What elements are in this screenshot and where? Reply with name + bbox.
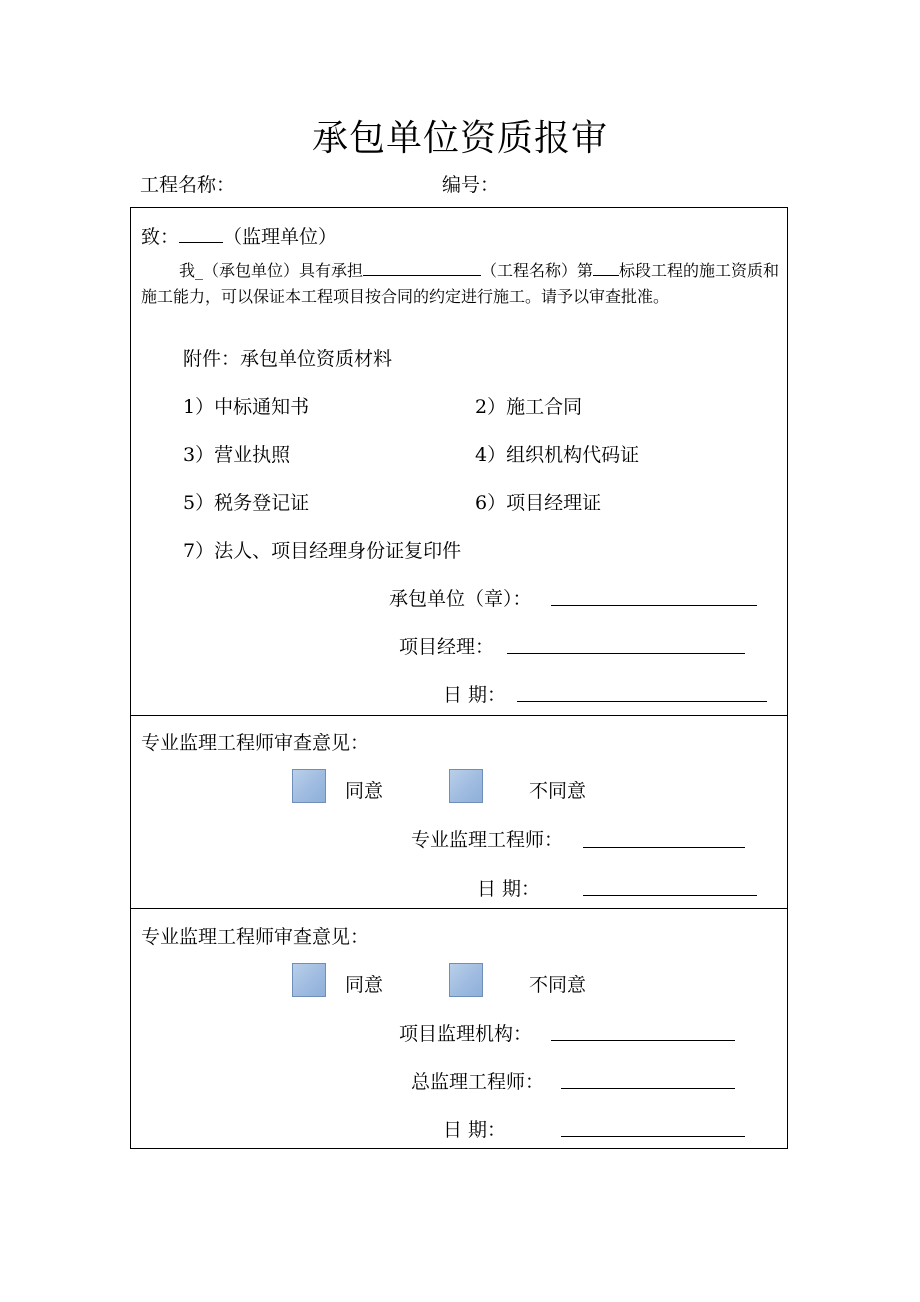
disagree-label: 不同意: [529, 780, 587, 802]
to-suffix: （监理单位）: [223, 226, 338, 248]
contractor-seal-label: 承包单位（章）：: [389, 588, 532, 610]
attachment-item: 7）法人、项目经理身份证复印件: [183, 540, 462, 562]
attachment-item: 4）组织机构代码证: [475, 444, 640, 466]
section-divider: [131, 715, 787, 716]
attachment-item: 3）营业执照: [183, 444, 291, 466]
form-table: [130, 207, 788, 1149]
attachment-item: 5）税务登记证: [183, 492, 310, 514]
date-line[interactable]: [561, 1136, 745, 1137]
attachment-item: 6）项目经理证: [475, 492, 602, 514]
declaration-part-1: 我_（承包单位）具有承担: [179, 261, 364, 280]
supervision-agency-line[interactable]: [551, 1040, 735, 1041]
date-line[interactable]: [583, 895, 757, 896]
form-title: 承包单位资质报审: [311, 118, 608, 159]
disagree-checkbox[interactable]: [449, 769, 483, 803]
attachment-item: 2）施工合同: [475, 396, 583, 418]
engineer-label: 专业监理工程师：: [411, 829, 564, 851]
declaration-part-2: （工程名称）第: [481, 261, 594, 280]
agree-label: 同意: [345, 780, 384, 802]
review-heading: 专业监理工程师审查意见：: [141, 926, 370, 948]
supervision-agency-label: 项目监理机构：: [399, 1023, 533, 1045]
supervisor-unit-blank[interactable]: [179, 224, 223, 243]
agree-checkbox[interactable]: [292, 769, 326, 803]
date-line[interactable]: [517, 701, 767, 702]
engineer-line[interactable]: [583, 847, 745, 848]
agree-checkbox[interactable]: [292, 963, 326, 997]
declaration-part-3: 标段工程的施工资质和施工能力，可以保证本工程项目按合同的约定进行施工。请予以审查批准。: [141, 261, 780, 306]
chief-engineer-line[interactable]: [561, 1088, 735, 1089]
section-number-blank[interactable]: [593, 259, 619, 276]
declaration-paragraph: [141, 258, 781, 310]
agree-label: 同意: [345, 974, 384, 996]
contractor-seal-line[interactable]: [551, 605, 757, 606]
section-divider: [131, 908, 787, 909]
review-heading: 专业监理工程师审查意见：: [141, 732, 370, 754]
date-label: 日 期：: [477, 878, 541, 900]
date-label: 日 期：: [443, 1119, 507, 1141]
chief-engineer-label: 总监理工程师：: [411, 1071, 545, 1093]
number-label: 编号：: [442, 174, 500, 196]
disagree-checkbox[interactable]: [449, 963, 483, 997]
attachment-label: 附件：承包单位资质材料: [183, 348, 393, 370]
project-manager-line[interactable]: [507, 653, 745, 654]
attachment-item: 1）中标通知书: [183, 396, 310, 418]
project-manager-label: 项目经理：: [399, 636, 495, 658]
disagree-label: 不同意: [529, 974, 587, 996]
to-line: [141, 222, 337, 249]
project-name-blank[interactable]: [363, 259, 481, 276]
date-label: 日 期：: [443, 684, 507, 706]
to-prefix: 致：: [141, 226, 180, 248]
project-name-label: 工程名称：: [140, 174, 236, 196]
